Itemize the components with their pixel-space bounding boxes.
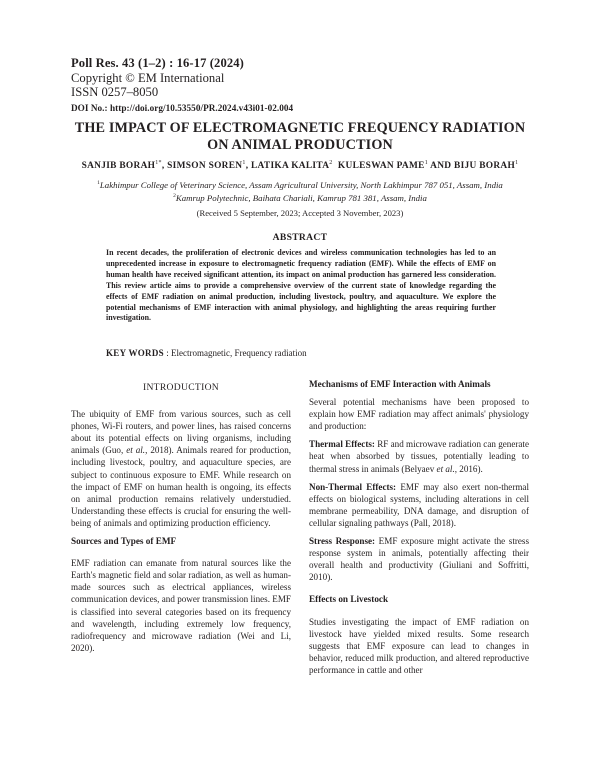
left-column [71,378,291,654]
author-sep: , [161,161,168,172]
introduction-paragraph [71,408,291,529]
intro-text-a: The ubiquity of EMF from various sources, such as cell phones, Wi-Fi routers, and power lines, has raised concerns about its potential effects on living organisms, including animals (Guo, [71,409,291,456]
title-line-1: THE IMPACT OF ELECTROMAGNETIC FREQUENCY RADIATION [74,120,526,136]
author-mark: 1 [424,160,429,166]
keywords-label: KEY WORDS [106,348,164,358]
author-name: SIMSON SOREN [167,161,243,172]
thermal-text-b: , 2016). [454,463,483,474]
paper-title [60,120,540,154]
author-name: BIJU BORAH [454,161,516,172]
nonthermal-effects-paragraph [309,481,529,529]
stress-response-paragraph [309,535,529,583]
author-sep: AND [428,161,455,172]
journal-reference: Poll Res. 43 (1–2) : 16-17 (2024) [71,56,244,70]
abstract-text: In recent decades, the proliferation of electronic devices and wireless communication technologies has led to an unprecedented increase in exposure to electromagnetic frequency radiation (EMF). While the effects of EMF on human health have received significant attention, its impact on animal production has garnered less consideration. This review article aims to provide a comprehensive overview of the current state of knowledge regarding the effects of EMF radiation on animal production, including livestock, poultry, and aquaculture. We explore the potential mechanisms of EMF interaction with animal physiology, and highlighting the areas requiring further investigation. [106,248,496,323]
author-mark: 2 [329,160,333,166]
livestock-paragraph: Studies investigating the impact of EMF radiation on livestock have yielded mixed results. Some research suggests that EMF exposure can lead to changes in behavior, reduced milk production, and altered reproductive performance in cattle and other [309,616,529,675]
author-name: LATIKA KALITA [250,161,330,172]
stress-lead: Stress Response: [309,536,376,547]
author-mark: 1 [515,160,519,166]
title-line-2: ON ANIMAL PRODUCTION [207,137,393,153]
doi-link[interactable]: DOI No.: http://doi.org/10.53550/PR.2024.v43i01-02.004 [71,102,294,113]
keywords-line [106,348,506,358]
right-column [309,378,529,676]
thermal-effects-paragraph [309,438,529,474]
journal-header [71,56,293,115]
mechanisms-heading: Mechanisms of EMF Interaction with Animals [309,379,491,389]
thermal-text-a: RF and microwave radiation can generate heat when absorbed by tissues, potentially leading to thermal stress in animals (Belyaev [309,439,529,474]
keywords-text: : Electromagnetic, Frequency radiation [163,348,307,358]
nonthermal-lead: Non-Thermal Effects: [309,481,397,492]
thermal-etal: et al. [436,463,455,474]
intro-text-b: , 2018). Animals reared for production, including livestock, poultry, and aquaculture species, are subject to continuous exposure to EMF. While research on the impact of EMF on human health is ongoing, its effects on animal production remains relatively understudied. Understanding these effects is crucial for ensuring the well-being of animals and optimizing production efficiency. [71,445,292,528]
affiliation-text: Lakhimpur College of Veterinary Science, Assam Agricultural University, North Lakhimpur 787 051, Assam, India [99,179,503,190]
introduction-heading: INTRODUCTION [142,382,220,393]
author-sep: , [245,161,251,172]
issn-line: ISSN 0257–8050 [71,85,159,99]
livestock-heading: Effects on Livestock [309,594,389,605]
affiliation-1 [60,177,540,191]
author-list [60,160,540,171]
mechanisms-paragraph: Several potential mechanisms have been proposed to explain how EMF radiation may affect animals' physiology and production: [309,397,529,432]
copyright-line: Copyright © EM International [71,70,225,85]
affiliation-2 [60,190,540,204]
author-name: KULESWAN PAME [337,161,425,172]
affiliation-text: Kamrup Polytechnic, Baihata Chariali, Kamrup 781 381, Assam, India [175,192,427,203]
nonthermal-text: EMF may also exert non-thermal effects on biological systems, including alterations in cell membrane permeability, DNA damage, and disruption of cellular signaling pathways (Pall, 2018). [309,481,529,528]
intro-etal: et al. [126,445,146,456]
affiliation-mark: 2 [173,193,176,199]
sources-paragraph: EMF radiation can emanate from natural sources like the Earth's magnetic field and solar radiation, as well as human-made sources such as electrical appliances, wireless communication devices, and power transmission lines. EMF is classified into several categories based on its frequency and wavelength, including extremely low frequency, radiofrequency and microwave radiation (Wei and Li, 2020). [71,558,291,653]
author-name: SANJIB BORAH [81,161,156,172]
author-mark: 1 [242,160,246,166]
sources-heading: Sources and Types of EMF [71,536,177,547]
abstract-heading: ABSTRACT [272,232,328,243]
stress-text: EMF exposure might activate the stress response system in animals, potentially affecting their overall health and productivity (Giuliani and Soffritti, 2010). [309,536,529,583]
received-dates: (Received 5 September, 2023; Accepted 3 November, 2023) [196,208,404,218]
thermal-lead: Thermal Effects: [309,439,375,450]
author-mark: 1* [155,160,162,166]
affiliation-mark: 1 [97,180,100,186]
